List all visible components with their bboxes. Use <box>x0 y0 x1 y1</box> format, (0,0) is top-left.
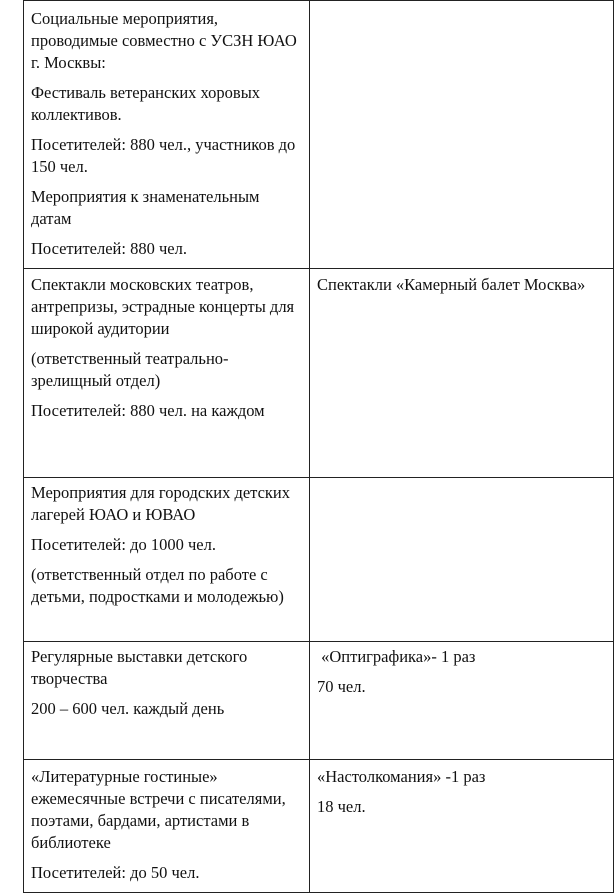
event-description-cell <box>24 269 310 478</box>
event-detail-cell <box>310 1 614 269</box>
event-paragraph: Посетителей: 880 чел. <box>31 239 187 258</box>
event-paragraph: Посетителей: до 50 чел. <box>31 863 200 882</box>
table-row <box>24 478 614 642</box>
event-paragraph: 200 – 600 чел. каждый день <box>31 699 225 718</box>
table-row <box>24 642 614 760</box>
event-description-cell <box>24 1 310 269</box>
table-row <box>24 1 614 269</box>
detail-paragraph: 70 чел. <box>317 677 366 696</box>
event-paragraph: Фестиваль ветеранских хоровых коллективов. <box>31 83 261 124</box>
event-paragraph: Социальные мероприятия, проводимые совместно с УСЗН ЮАО г. Москвы: <box>31 9 297 72</box>
event-paragraph: Мероприятия для городских детских лагерей ЮАО и ЮВАО <box>31 483 290 524</box>
event-paragraph: Мероприятия к знаменательным датам <box>31 187 260 228</box>
event-paragraph: Посетителей: 880 чел. на каждом <box>31 401 265 420</box>
event-paragraph: (ответственный театрально-зрелищный отдел) <box>31 349 229 390</box>
table-row <box>24 760 614 893</box>
event-description-cell <box>24 642 310 760</box>
event-detail-cell <box>310 642 614 760</box>
event-paragraph: Посетителей: 880 чел., участников до 150 чел. <box>31 135 296 176</box>
detail-paragraph: Спектакли «Камерный балет Москва» <box>317 275 586 294</box>
event-paragraph: Регулярные выставки детского творчества <box>31 647 248 688</box>
event-detail-cell <box>310 478 614 642</box>
detail-paragraph: «Настолкомания» -1 раз <box>317 767 486 786</box>
event-description-cell <box>24 760 310 893</box>
detail-paragraph: 18 чел. <box>317 797 366 816</box>
table-row <box>24 269 614 478</box>
event-paragraph: Спектакли московских театров, антрепризы, эстрадные концерты для широкой аудитории <box>31 275 295 338</box>
event-paragraph: (ответственный отдел по работе с детьми, подростками и молодежью) <box>31 565 284 606</box>
event-paragraph: «Литературные гостиные» ежемесячные встречи с писателями, поэтами, бардами, артистами в библиотеке <box>31 767 286 852</box>
detail-paragraph: «Оптиграфика»- 1 раз <box>317 647 476 666</box>
events-table <box>23 0 614 893</box>
event-detail-cell <box>310 269 614 478</box>
event-description-cell <box>24 478 310 642</box>
event-detail-cell <box>310 760 614 893</box>
event-paragraph: Посетителей: до 1000 чел. <box>31 535 216 554</box>
